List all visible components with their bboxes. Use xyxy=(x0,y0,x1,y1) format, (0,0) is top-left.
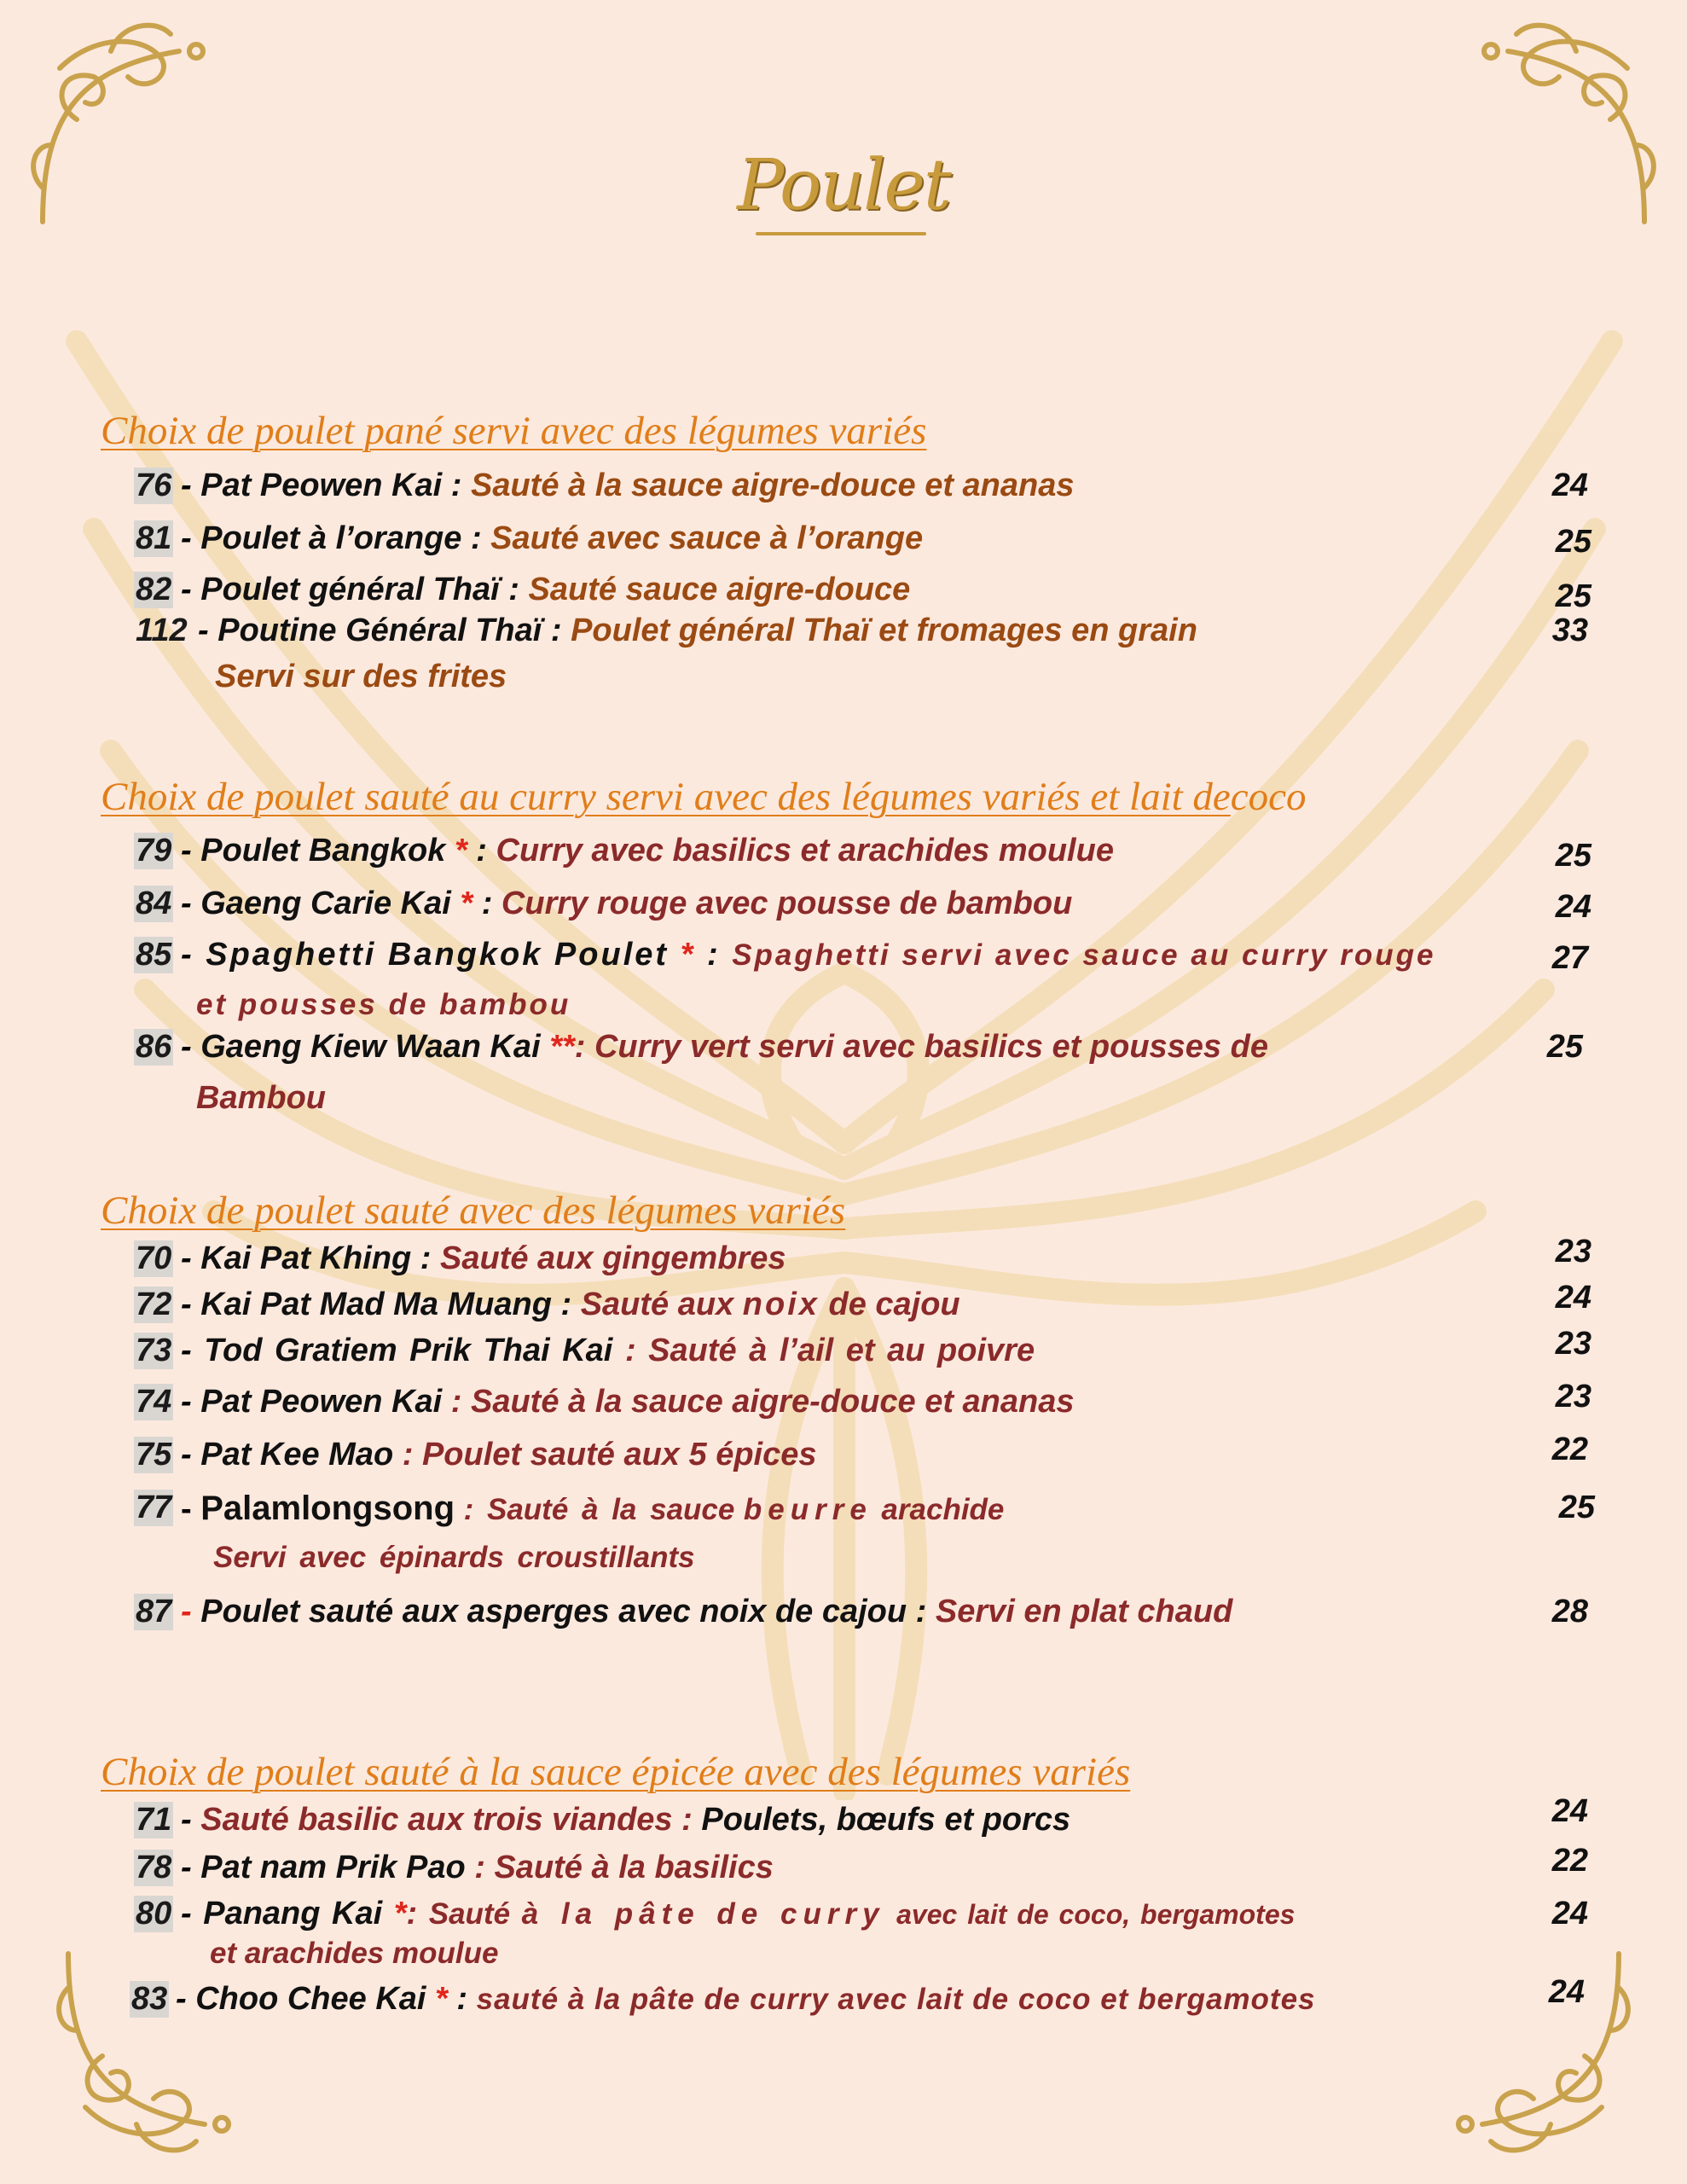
item-description: Poulet général Thaï et fromages en grain xyxy=(571,613,1197,648)
item-description: Curry rouge avec pousse de bambou xyxy=(501,886,1073,921)
spicy-marker: * xyxy=(393,1896,407,1931)
menu-item: 85 - Spaghetti Bangkok Poulet * : Spaghetti servi avec sauce au curry rouge 27 xyxy=(136,937,1588,976)
item-separator: : xyxy=(447,1981,468,2017)
item-number: 77 xyxy=(136,1490,172,1525)
title-underline xyxy=(756,232,926,235)
item-number: 81 xyxy=(136,520,172,556)
item-name: Tod Gratiem Prik Thai Kai xyxy=(204,1333,613,1368)
menu-item: 82 - Poulet général Thaï : Sauté sauce aigre-douce 25 xyxy=(136,572,1591,614)
item-name: Palamlongsong xyxy=(200,1490,455,1527)
item-number: 112 xyxy=(136,613,188,648)
page-title: Poulet xyxy=(737,145,950,226)
item-price: 24 xyxy=(1551,1896,1588,1931)
menu-item: 112 - Poutine Général Thaï : Poulet général Thaï et fromages en grain 33 xyxy=(136,613,1588,648)
item-description: Sauté à la sauce aigre-douce et ananas xyxy=(470,468,1075,503)
item-number: 85 xyxy=(136,937,172,973)
item-price: 33 xyxy=(1551,613,1588,648)
item-description: Sauté aux gingembres xyxy=(440,1240,786,1276)
item-price: 25 xyxy=(1555,524,1591,560)
item-number: 72 xyxy=(136,1287,172,1322)
item-name: Sauté basilic aux trois viandes : xyxy=(200,1802,693,1838)
item-price: 22 xyxy=(1551,1843,1588,1879)
item-number: 87 xyxy=(136,1594,172,1629)
menu-item: 78 - Pat nam Prik Pao : Sauté à la basilics 22 xyxy=(136,1843,1588,1885)
item-description: Poulets, bœufs et porcs xyxy=(701,1802,1071,1838)
item-description: Sauté avec sauce à l’orange xyxy=(490,520,924,556)
section-title: Choix de poulet pané servi avec des légumes variés xyxy=(101,409,927,453)
menu-item: 72 - Kai Pat Mad Ma Muang : Sauté aux noix de cajou 24 xyxy=(136,1280,1591,1322)
spicy-marker: * xyxy=(454,833,467,868)
menu-item: 83 - Choo Chee Kai * : sauté à la pâte de curry avec lait de coco et bergamotes 24 xyxy=(131,1974,1585,2017)
item-separator: : xyxy=(472,886,493,921)
item-description: Spaghetti servi avec sauce au curry rouge xyxy=(732,938,1436,972)
item-description-continued: Servi avec épinards croustillants xyxy=(213,1541,695,1574)
item-description-continued: et pousses de bambou xyxy=(196,988,571,1021)
item-name: Poulet Bangkok xyxy=(200,833,446,868)
item-number: 76 xyxy=(136,468,172,503)
item-name: Panang Kai xyxy=(203,1896,383,1931)
item-name: Pat Peowen Kai xyxy=(200,1384,443,1420)
item-description: Curry avec basilics et arachides moulue xyxy=(496,833,1114,868)
item-number: 82 xyxy=(136,572,172,607)
item-name: Poulet général Thaï : xyxy=(200,572,519,607)
item-price: 25 xyxy=(1558,1490,1595,1525)
item-name: Gaeng Kiew Waan Kai xyxy=(200,1029,541,1065)
item-number: 86 xyxy=(136,1029,172,1065)
item-price: 23 xyxy=(1555,1326,1591,1362)
item-name: Pat Peowen Kai : xyxy=(200,468,462,503)
item-description: Curry vert servi avec basilics et pousses de xyxy=(594,1029,1268,1065)
item-separator: : xyxy=(467,833,487,868)
menu-item: 71 - Sauté basilic aux trois viandes : Poulets, bœufs et porcs 24 xyxy=(136,1793,1588,1838)
item-price: 25 xyxy=(1555,578,1591,614)
item-name: Choo Chee Kai xyxy=(195,1981,426,2017)
spicy-marker: * xyxy=(435,1981,448,2017)
section-title: Choix de poulet sauté à la sauce épicée avec des légumes variés xyxy=(101,1750,1131,1794)
spicy-marker: * xyxy=(680,937,696,973)
item-number: 74 xyxy=(136,1384,172,1420)
item-name: Poulet sauté aux asperges avec noix de cajou : xyxy=(200,1594,927,1629)
menu-item: 73 - Tod Gratiem Prik Thai Kai : Sauté à l’ail et au poivre 23 xyxy=(136,1326,1591,1368)
item-description: : Sauté à l’ail et au poivre xyxy=(624,1333,1035,1368)
item-description: : Sauté à la sauce xyxy=(463,1493,735,1526)
item-description: noix xyxy=(742,1287,820,1322)
item-price: 27 xyxy=(1551,940,1588,976)
item-price: 28 xyxy=(1551,1594,1588,1629)
menu-item: 75 - Pat Kee Mao : Poulet sauté aux 5 épices 22 xyxy=(136,1432,1588,1472)
item-price: 23 xyxy=(1555,1234,1591,1269)
item-description: : Poulet sauté aux 5 épices xyxy=(402,1437,817,1472)
item-price: 24 xyxy=(1551,468,1588,503)
item-number: 73 xyxy=(136,1333,172,1368)
item-description: arachide xyxy=(881,1493,1005,1526)
menu-item: 70 - Kai Pat Khing : Sauté aux gingembres 23 xyxy=(136,1234,1591,1276)
item-price: 24 xyxy=(1555,1280,1591,1316)
item-name: Poutine Général Thaï : xyxy=(217,613,562,648)
item-price: 24 xyxy=(1548,1974,1585,2010)
item-name: Gaeng Carie Kai xyxy=(200,886,451,921)
item-number: 78 xyxy=(136,1850,172,1885)
section-title: Choix de poulet sauté avec des légumes variés xyxy=(101,1188,846,1233)
item-price: 24 xyxy=(1551,1793,1588,1829)
menu-item xyxy=(0,1594,1687,1633)
item-separator: : xyxy=(406,1896,418,1931)
item-number: 83 xyxy=(131,1981,168,2017)
menu-item: 74 - Pat Peowen Kai : Sauté à la sauce aigre-douce et ananas 23 xyxy=(136,1379,1591,1420)
menu-item: 77 - Palamlongsong : Sauté à la sauce beurre arachide 25 xyxy=(136,1490,1595,1527)
spicy-marker: * xyxy=(460,886,473,921)
item-separator: : xyxy=(574,1029,586,1065)
item-name: Pat Kee Mao xyxy=(200,1437,394,1472)
item-number: 71 xyxy=(136,1802,172,1838)
item-description-continued: Bambou xyxy=(196,1080,326,1116)
item-price: 24 xyxy=(1555,889,1591,925)
item-description-continued: et arachides moulue xyxy=(210,1937,499,1970)
item-description: sauté à la pâte de curry avec lait de coco et bergamotes xyxy=(476,1983,1316,2016)
item-price: 25 xyxy=(1555,838,1591,874)
menu-item: 81 - Poulet à l’orange : Sauté avec sauce à l’orange 25 xyxy=(136,520,1591,560)
section-title-tail: coco xyxy=(1230,775,1307,819)
menu-item: 79 - Poulet Bangkok * : Curry avec basilics et arachides moulue 25 xyxy=(136,833,1591,874)
item-price: 22 xyxy=(1551,1432,1588,1467)
item-name: Poulet à l’orange : xyxy=(200,520,482,556)
item-price: 25 xyxy=(1546,1029,1583,1065)
item-description: avec lait de coco, bergamotes xyxy=(896,1899,1296,1930)
menu-item: 86 - Gaeng Kiew Waan Kai **: Curry vert servi avec basilics et pousses de 25 xyxy=(136,1029,1583,1065)
spicy-marker: ** xyxy=(549,1029,575,1065)
item-name: Spaghetti Bangkok Poulet xyxy=(206,937,670,973)
item-number: 75 xyxy=(136,1437,172,1472)
item-description: à la pâte de curry xyxy=(521,1897,885,1931)
item-description: Sauté xyxy=(428,1897,511,1931)
item-name: Pat nam Prik Pao xyxy=(200,1850,466,1885)
item-name: Kai Pat Khing : xyxy=(200,1240,432,1276)
menu-item: 80 - Panang Kai *: Sauté à la pâte de curry avec lait de coco, bergamotes 24 xyxy=(136,1896,1588,1931)
item-number: 84 xyxy=(136,886,172,921)
item-description-continued: Servi sur des frites xyxy=(215,659,507,694)
item-description: Sauté aux xyxy=(580,1287,734,1322)
item-number: 79 xyxy=(136,833,172,868)
item-name: Kai Pat Mad Ma Muang : xyxy=(200,1287,572,1322)
item-description: beurre xyxy=(743,1493,872,1526)
item-number: 80 xyxy=(136,1896,172,1931)
item-description: de cajou xyxy=(828,1287,960,1322)
item-description: Sauté sauce aigre-douce xyxy=(528,572,911,607)
corner-ornament-icon xyxy=(1414,1937,1636,2158)
item-price: 23 xyxy=(1555,1379,1591,1414)
item-description: : Sauté à la basilics xyxy=(474,1850,774,1885)
section-title xyxy=(101,774,1307,820)
item-separator: : xyxy=(695,937,721,973)
item-description: : Sauté à la sauce aigre-douce et ananas xyxy=(450,1384,1075,1420)
section-title-text: Choix de poulet sauté au curry servi avec des légumes variés et lait de xyxy=(101,775,1231,819)
item-description: Servi en plat chaud xyxy=(935,1594,1233,1629)
item-number: 70 xyxy=(136,1240,172,1276)
item-dash: - xyxy=(181,1594,192,1629)
menu-item: 84 - Gaeng Carie Kai * : Curry rouge avec pousse de bambou 24 xyxy=(136,886,1591,925)
menu-item: 76 - Pat Peowen Kai : Sauté à la sauce aigre-douce et ananas 24 xyxy=(136,468,1588,503)
